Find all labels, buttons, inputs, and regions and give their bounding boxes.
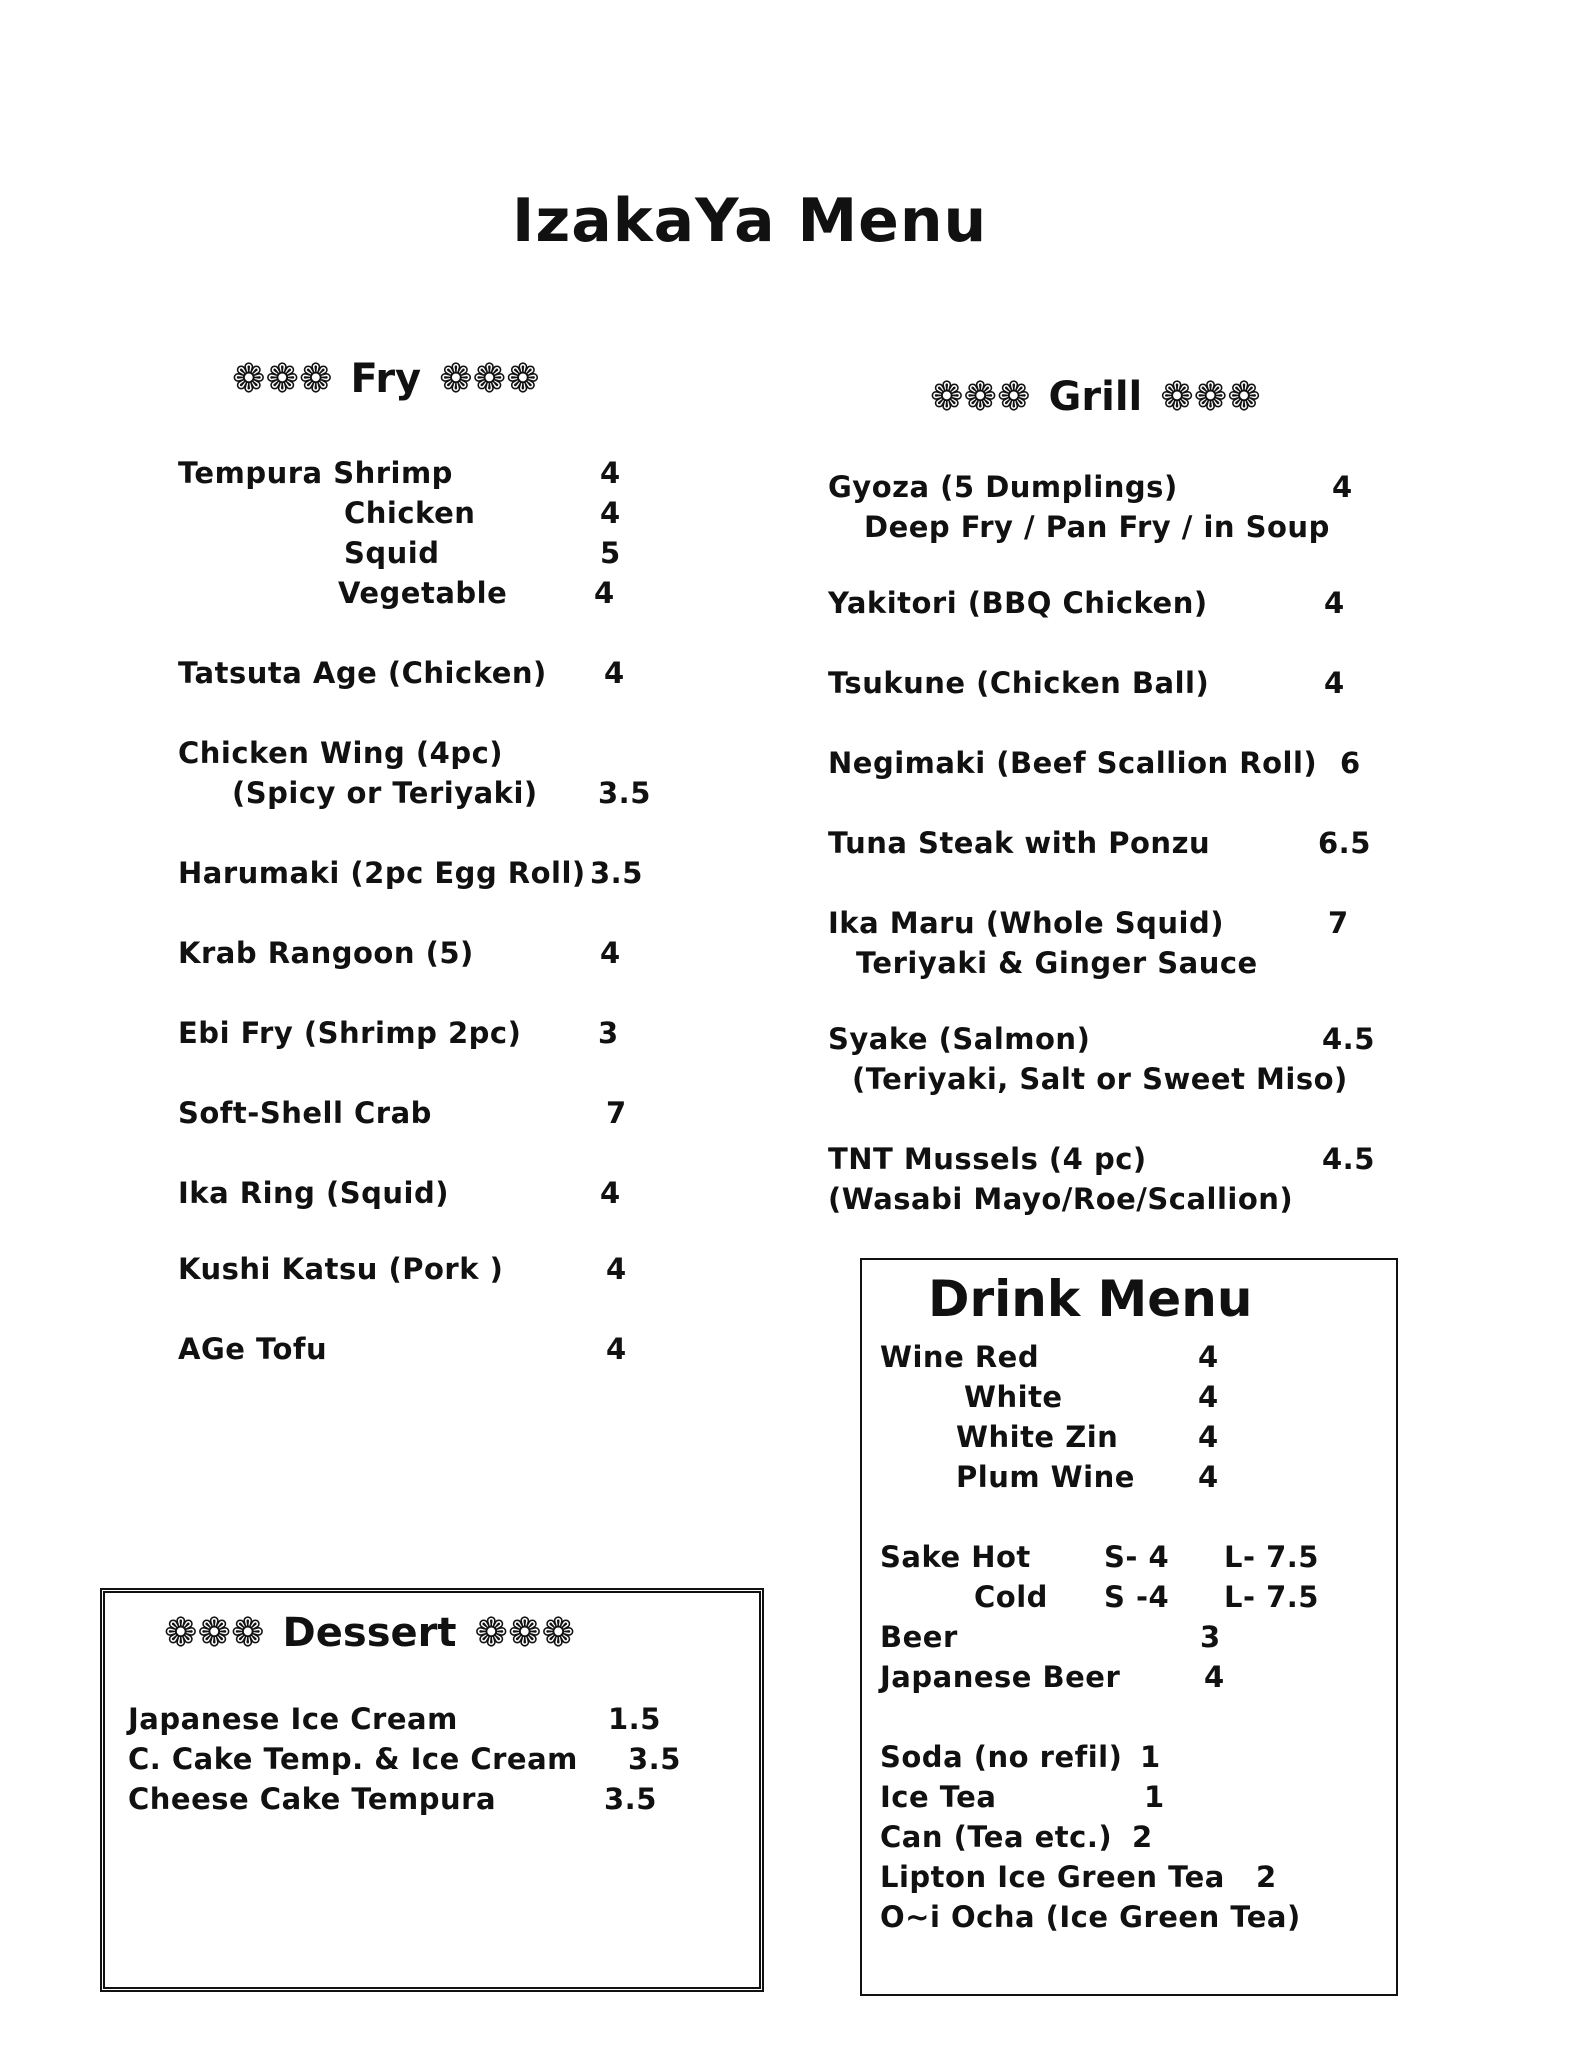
drink-item-price: 4 (1198, 1340, 1219, 1374)
drink-item-name: Ice Tea (880, 1780, 997, 1814)
menu-item-name: (Spicy or Teriyaki) (232, 776, 538, 810)
menu-item-price: 4 (600, 936, 621, 970)
dessert-heading-label: Dessert (282, 1610, 457, 1656)
flower-ornament-icon: ❁❁❁ (474, 1610, 576, 1656)
menu-item-name: Chicken (344, 496, 476, 530)
drink-item-price: 4 (1204, 1660, 1225, 1694)
menu-item-price: 3.5 (598, 776, 651, 810)
menu-item-name: Ebi Fry (Shrimp 2pc) (178, 1016, 522, 1050)
drink-item-price: 3 (1200, 1620, 1221, 1654)
menu-item-price: 7 (606, 1096, 627, 1130)
menu-item-price: 4.5 (1322, 1022, 1375, 1056)
drink-item-price: 4 (1198, 1460, 1219, 1494)
menu-item-note: Deep Fry / Pan Fry / in Soup (864, 510, 1330, 544)
menu-item-name: Syake (Salmon) (828, 1022, 1091, 1056)
flower-ornament-icon: ❁❁❁ (439, 356, 540, 402)
drink-item-name: O~i Ocha (Ice Green Tea) (880, 1900, 1301, 1934)
menu-item-name: Squid (344, 536, 440, 570)
menu-item-name: AGe Tofu (178, 1332, 328, 1366)
menu-item-name: Cheese Cake Tempura (128, 1782, 497, 1816)
menu-item-price: 4 (606, 1332, 627, 1366)
fry-heading (232, 356, 540, 402)
drink-item-price-large: L- 7.5 (1224, 1540, 1319, 1574)
menu-item-note: Teriyaki & Ginger Sauce (856, 946, 1258, 980)
menu-item-price: 3.5 (590, 856, 643, 890)
drink-item-price: 2 (1132, 1820, 1153, 1854)
menu-item-price: 4 (606, 1252, 627, 1286)
menu-item-price: 4 (594, 576, 615, 610)
drink-item-price-small: S -4 (1104, 1580, 1170, 1614)
drink-item-price: 1 (1140, 1740, 1161, 1774)
menu-item-note: (Teriyaki, Salt or Sweet Miso) (852, 1062, 1348, 1096)
menu-item-note: (Wasabi Mayo/Roe/Scallion) (828, 1182, 1294, 1216)
menu-item-price: 1.5 (608, 1702, 661, 1736)
drink-item-price: 4 (1198, 1420, 1219, 1454)
drink-item-name: Beer (880, 1620, 958, 1654)
menu-item-name: Gyoza (5 Dumplings) (828, 470, 1178, 504)
drink-item-price-small: S- 4 (1104, 1540, 1170, 1574)
menu-item-price: 4.5 (1322, 1142, 1375, 1176)
menu-item-name: Tuna Steak with Ponzu (828, 826, 1211, 860)
menu-item-name: Vegetable (338, 576, 508, 610)
flower-ornament-icon: ❁❁❁ (1160, 374, 1261, 420)
drink-item-name: Plum Wine (956, 1460, 1135, 1494)
menu-item-price: 3.5 (604, 1782, 657, 1816)
menu-item-price: 4 (600, 496, 621, 530)
drink-item-price: 1 (1144, 1780, 1165, 1814)
flower-ornament-icon: ❁❁❁ (930, 374, 1031, 420)
drink-item-name: Can (Tea etc.) (880, 1820, 1113, 1854)
menu-item-price: 4 (604, 656, 625, 690)
menu-item-name: Negimaki (Beef Scallion Roll) (828, 746, 1318, 780)
menu-item-name: Soft-Shell Crab (178, 1096, 432, 1130)
menu-item-price: 6.5 (1318, 826, 1371, 860)
menu-title: IzakaYa Menu (512, 186, 988, 256)
fry-heading-label: Fry (350, 356, 422, 402)
menu-item-name: Ika Maru (Whole Squid) (828, 906, 1224, 940)
menu-item-price: 5 (600, 536, 621, 570)
grill-heading-label: Grill (1048, 374, 1143, 420)
menu-item-name: TNT Mussels (4 pc) (828, 1142, 1147, 1176)
menu-item-name: Yakitori (BBQ Chicken) (828, 586, 1208, 620)
menu-item-name: Harumaki (2pc Egg Roll) (178, 856, 586, 890)
flower-ornament-icon: ❁❁❁ (164, 1610, 265, 1656)
menu-item-price: 4 (1324, 666, 1345, 700)
drink-item-name: White Zin (956, 1420, 1119, 1454)
menu-item-name: Tsukune (Chicken Ball) (828, 666, 1210, 700)
menu-item-price: 7 (1328, 906, 1349, 940)
drink-item-name: Lipton Ice Green Tea (880, 1860, 1225, 1894)
grill-heading (930, 374, 1261, 420)
drink-item-price: 4 (1198, 1380, 1219, 1414)
menu-item-name: Kushi Katsu (Pork ) (178, 1252, 504, 1286)
menu-item-name: C. Cake Temp. & Ice Cream (128, 1742, 578, 1776)
menu-item-name: Japanese Ice Cream (128, 1702, 458, 1736)
menu-item-name: Tempura Shrimp (178, 456, 453, 490)
drink-item-name: Soda (no refil) (880, 1740, 1123, 1774)
drink-heading: Drink Menu (928, 1270, 1253, 1328)
menu-item-price: 4 (600, 456, 621, 490)
drink-item-name: Cold (974, 1580, 1048, 1614)
menu-item-name: Ika Ring (Squid) (178, 1176, 450, 1210)
flower-ornament-icon: ❁❁❁ (232, 356, 333, 402)
menu-item-name: Tatsuta Age (Chicken) (178, 656, 547, 690)
drink-item-name: Japanese Beer (880, 1660, 1121, 1694)
dessert-heading (164, 1610, 575, 1656)
menu-item-price: 4 (1332, 470, 1353, 504)
drink-item-price-large: L- 7.5 (1224, 1580, 1319, 1614)
drink-item-name: Wine Red (880, 1340, 1040, 1374)
menu-item-price: 3.5 (628, 1742, 681, 1776)
menu-item-price: 3 (598, 1016, 619, 1050)
menu-item-price: 6 (1340, 746, 1361, 780)
menu-item-name: Chicken Wing (4pc) (178, 736, 504, 770)
drink-item-name: Sake Hot (880, 1540, 1031, 1574)
menu-item-price: 4 (1324, 586, 1345, 620)
menu-item-price: 4 (600, 1176, 621, 1210)
drink-item-name: White (964, 1380, 1063, 1414)
menu-item-name: Krab Rangoon (5) (178, 936, 474, 970)
drink-item-price: 2 (1256, 1860, 1277, 1894)
